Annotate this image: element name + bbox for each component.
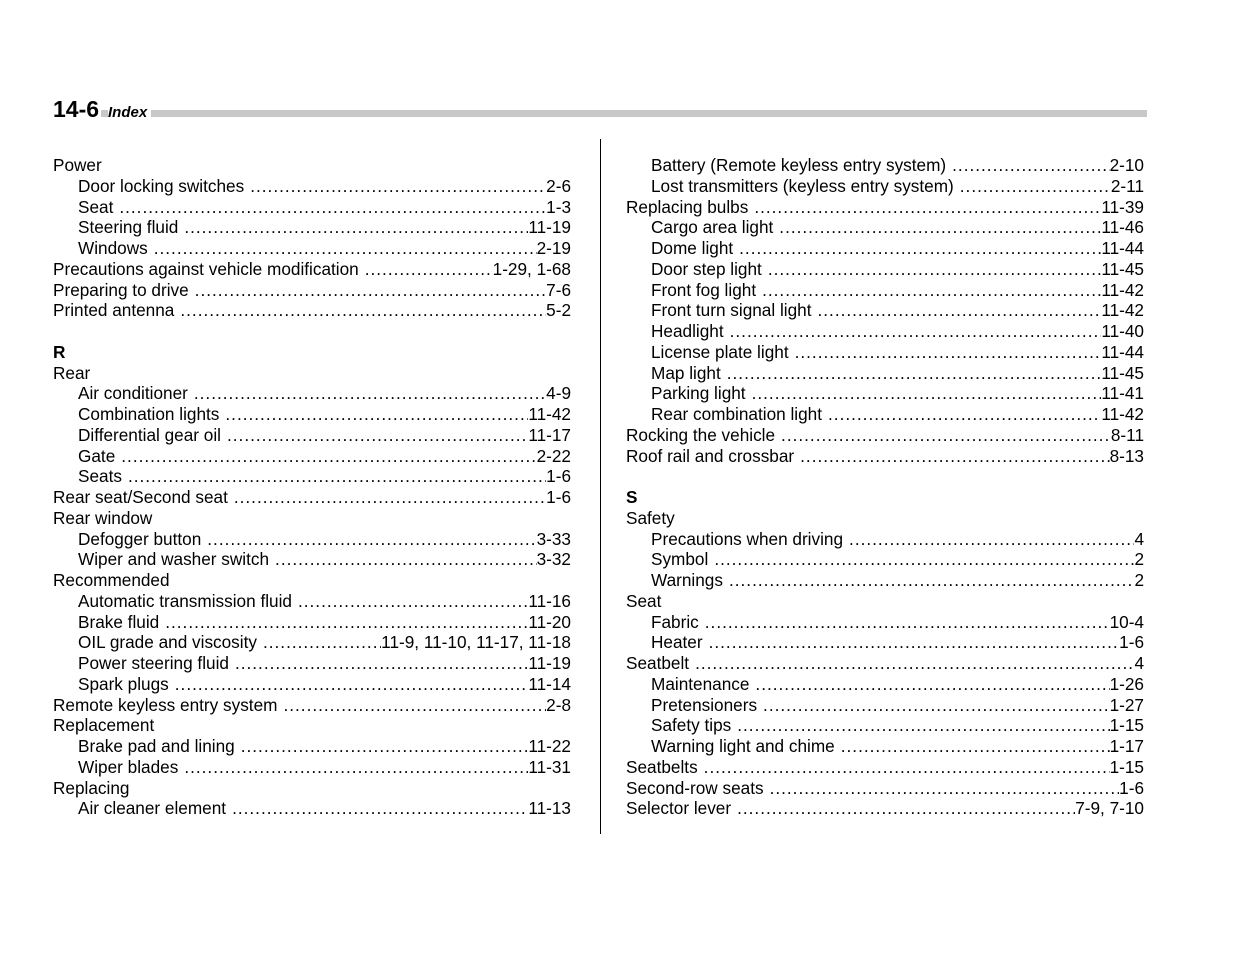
dot-leader bbox=[794, 446, 1109, 467]
dot-leader bbox=[703, 632, 1120, 653]
entry-label: Seats bbox=[78, 466, 122, 487]
index-entry bbox=[626, 798, 1144, 819]
entry-page-ref: 2-19 bbox=[536, 238, 571, 258]
index-entry bbox=[626, 591, 1144, 612]
index-subentry bbox=[53, 757, 571, 778]
entry-label: Remote keyless entry system bbox=[53, 694, 278, 715]
entry-label: Safety tips bbox=[651, 715, 732, 736]
entry-page-ref: 1-6 bbox=[1119, 777, 1144, 798]
index-subentry bbox=[626, 715, 1144, 736]
dot-leader bbox=[277, 695, 546, 716]
index-subentry bbox=[53, 632, 571, 653]
dot-leader bbox=[201, 529, 536, 550]
page-header bbox=[53, 96, 1147, 124]
entry-label: Seat bbox=[626, 590, 662, 611]
entry-page-ref: 1-27 bbox=[1109, 694, 1144, 715]
index-subentry bbox=[53, 529, 571, 550]
entry-label: Door step light bbox=[651, 258, 762, 279]
index-subentry bbox=[53, 446, 571, 467]
entry-label: Rear bbox=[53, 362, 91, 383]
entry-label: Wiper and washer switch bbox=[78, 549, 270, 570]
dot-leader bbox=[292, 591, 528, 612]
entry-label: Precautions when driving bbox=[651, 528, 844, 549]
entry-page-ref: 3-33 bbox=[536, 528, 571, 549]
index-subentry bbox=[626, 612, 1144, 633]
index-subentry bbox=[626, 529, 1144, 550]
entry-page-ref: 2 bbox=[1134, 549, 1144, 570]
dot-leader bbox=[749, 674, 1109, 695]
entry-page-ref: 11-19 bbox=[528, 653, 571, 673]
page-number: 14-6 bbox=[53, 96, 100, 122]
entry-label: Air conditioner bbox=[78, 383, 188, 404]
index-entry bbox=[626, 197, 1144, 218]
entry-label: Combination lights bbox=[78, 404, 220, 424]
entry-label: Front turn signal light bbox=[651, 300, 812, 321]
entry-label: Power bbox=[53, 155, 102, 175]
dot-leader bbox=[689, 653, 1134, 674]
dot-leader bbox=[219, 404, 528, 425]
index-subentry bbox=[626, 549, 1144, 570]
index-subentry bbox=[53, 176, 571, 197]
entry-page-ref: 4-9 bbox=[546, 383, 571, 404]
dot-leader bbox=[822, 404, 1101, 425]
dot-leader bbox=[724, 321, 1102, 342]
dot-leader bbox=[178, 757, 528, 778]
index-entry bbox=[53, 155, 571, 176]
index-subentry bbox=[626, 383, 1144, 404]
index-subentry bbox=[626, 674, 1144, 695]
header-rule bbox=[53, 110, 1147, 117]
entry-page-ref: 2-6 bbox=[546, 175, 571, 196]
dot-leader bbox=[257, 632, 381, 653]
index-entry bbox=[53, 508, 571, 529]
index-subentry bbox=[53, 404, 571, 425]
entry-page-ref: 2-8 bbox=[546, 694, 571, 715]
dot-leader bbox=[731, 715, 1109, 736]
dot-leader bbox=[115, 446, 536, 467]
dot-leader bbox=[169, 674, 529, 695]
dot-leader bbox=[775, 425, 1111, 446]
dot-leader bbox=[764, 778, 1120, 799]
index-entry bbox=[53, 259, 571, 280]
dot-leader bbox=[789, 342, 1102, 363]
entry-page-ref: 11-40 bbox=[1101, 321, 1144, 341]
dot-leader bbox=[812, 300, 1102, 321]
index-subentry bbox=[53, 612, 571, 633]
index-entry bbox=[53, 695, 571, 716]
entry-page-ref: 11-42 bbox=[528, 404, 571, 424]
dot-leader bbox=[723, 570, 1134, 591]
entry-page-ref: 3-32 bbox=[536, 549, 571, 570]
entry-page-ref: 11-19 bbox=[528, 217, 571, 238]
dot-leader bbox=[762, 259, 1101, 280]
index-letter-heading: S bbox=[626, 487, 638, 507]
entry-label: Warning light and chime bbox=[651, 736, 835, 756]
index-subentry bbox=[53, 217, 571, 238]
entry-label: OIL grade and viscosity bbox=[78, 632, 257, 653]
entry-label: Roof rail and crossbar bbox=[626, 445, 795, 466]
entry-page-ref: 7-6 bbox=[546, 279, 571, 300]
entry-label: Door locking switches bbox=[78, 175, 245, 196]
index-subentry bbox=[626, 363, 1144, 384]
index-subentry bbox=[626, 695, 1144, 716]
entry-label: Rocking the vehicle bbox=[626, 424, 776, 445]
dot-leader bbox=[757, 695, 1110, 716]
entry-page-ref: 11-16 bbox=[528, 590, 571, 611]
entry-page-ref: 11-41 bbox=[1101, 383, 1144, 404]
index-subentry bbox=[626, 155, 1144, 176]
entry-label: Preparing to drive bbox=[53, 279, 189, 300]
dot-leader bbox=[229, 653, 528, 674]
index-subentry bbox=[53, 383, 571, 404]
entry-page-ref: 1-6 bbox=[546, 466, 571, 487]
dot-leader bbox=[235, 736, 529, 757]
entry-page-ref: 10-4 bbox=[1109, 611, 1144, 632]
entry-page-ref: 11-20 bbox=[528, 611, 571, 632]
index-subentry bbox=[53, 653, 571, 674]
index-subentry bbox=[53, 674, 571, 695]
entry-page-ref: 11-45 bbox=[1101, 362, 1144, 383]
entry-page-ref: 1-15 bbox=[1109, 715, 1144, 736]
index-entry bbox=[626, 425, 1144, 446]
entry-label: Defogger button bbox=[78, 528, 202, 549]
entry-label: Replacement bbox=[53, 715, 155, 736]
entry-page-ref: 11-44 bbox=[1101, 238, 1144, 258]
entry-label: Dome light bbox=[651, 238, 734, 258]
entry-page-ref: 11-31 bbox=[528, 756, 571, 777]
entry-page-ref: 5-2 bbox=[546, 300, 571, 321]
index-subentry bbox=[626, 736, 1144, 757]
entry-page-ref: 1-29, 1-68 bbox=[492, 258, 571, 279]
entry-page-ref: 2-11 bbox=[1110, 175, 1144, 196]
entry-label: Parking light bbox=[651, 383, 746, 404]
index-subentry bbox=[53, 798, 571, 819]
dot-leader bbox=[699, 612, 1110, 633]
dot-leader bbox=[221, 425, 528, 446]
entry-label: Brake pad and lining bbox=[78, 736, 235, 756]
index-subentry bbox=[53, 549, 571, 570]
index-entry bbox=[626, 508, 1144, 529]
entry-page-ref: 4 bbox=[1134, 653, 1144, 673]
entry-label: Rear window bbox=[53, 507, 153, 528]
index-entry bbox=[53, 778, 571, 799]
entry-page-ref: 8-11 bbox=[1110, 424, 1144, 445]
entry-label: Headlight bbox=[651, 321, 724, 341]
index-entry bbox=[626, 446, 1144, 467]
index-entry bbox=[53, 300, 571, 321]
dot-leader bbox=[359, 259, 493, 280]
dot-leader bbox=[188, 383, 546, 404]
entry-label: Air cleaner element bbox=[78, 798, 227, 819]
entry-page-ref: 1-3 bbox=[546, 196, 571, 217]
dot-leader bbox=[189, 280, 546, 301]
entry-label: Windows bbox=[78, 238, 148, 258]
entry-label: License plate light bbox=[651, 341, 789, 362]
dot-leader bbox=[731, 798, 1075, 819]
entry-label: Differential gear oil bbox=[78, 424, 221, 445]
dot-leader bbox=[178, 217, 528, 238]
index-entry bbox=[53, 280, 571, 301]
dot-leader bbox=[244, 176, 546, 197]
entry-page-ref: 11-42 bbox=[1101, 404, 1144, 424]
entry-label: Brake fluid bbox=[78, 611, 160, 632]
entry-label: Rear combination light bbox=[651, 404, 823, 424]
entry-label: Power steering fluid bbox=[78, 653, 229, 673]
entry-label: Safety bbox=[626, 507, 675, 528]
dot-leader bbox=[174, 300, 546, 321]
entry-page-ref: 11-22 bbox=[528, 736, 571, 756]
dot-leader bbox=[748, 197, 1101, 218]
entry-page-ref: 11-17 bbox=[528, 424, 571, 445]
index-subentry bbox=[626, 404, 1144, 425]
entry-page-ref: 1-6 bbox=[546, 487, 571, 507]
entry-page-ref: 7-9, 7-10 bbox=[1075, 798, 1144, 819]
entry-label: Wiper blades bbox=[78, 756, 179, 777]
index-letter-heading: R bbox=[53, 341, 66, 362]
entry-page-ref: 1-17 bbox=[1109, 736, 1144, 756]
column-divider bbox=[600, 139, 601, 834]
dot-leader bbox=[746, 383, 1102, 404]
index-column-left bbox=[53, 155, 571, 819]
dot-leader bbox=[843, 529, 1134, 550]
entry-label: Second-row seats bbox=[626, 777, 764, 798]
entry-page-ref: 11-9, 11-10, 11-17, 11-18 bbox=[381, 632, 571, 653]
dot-leader bbox=[698, 757, 1110, 778]
entry-label: Map light bbox=[651, 362, 721, 383]
entry-label: Symbol bbox=[651, 549, 709, 570]
entry-page-ref: 2 bbox=[1134, 570, 1144, 590]
index-subentry bbox=[626, 217, 1144, 238]
entry-page-ref: 11-42 bbox=[1101, 300, 1144, 321]
index-subentry bbox=[53, 238, 571, 259]
index-entry bbox=[53, 570, 571, 591]
entry-page-ref: 11-46 bbox=[1101, 217, 1144, 238]
entry-page-ref: 11-44 bbox=[1101, 341, 1144, 362]
dot-leader bbox=[835, 736, 1110, 757]
entry-label: Spark plugs bbox=[78, 673, 169, 694]
entry-label: Heater bbox=[651, 632, 703, 653]
dot-leader bbox=[159, 612, 528, 633]
dot-leader bbox=[148, 238, 537, 259]
entry-page-ref: 4 bbox=[1134, 528, 1144, 549]
entry-label: Seat bbox=[78, 196, 114, 217]
entry-label: Fabric bbox=[651, 611, 699, 632]
dot-leader bbox=[954, 176, 1111, 197]
index-subentry bbox=[53, 197, 571, 218]
entry-label: Battery (Remote keyless entry system) bbox=[651, 155, 947, 175]
index-subentry bbox=[626, 342, 1144, 363]
dot-leader bbox=[708, 549, 1134, 570]
dot-leader bbox=[226, 798, 528, 819]
index-subentry bbox=[626, 176, 1144, 197]
index-subentry bbox=[626, 259, 1144, 280]
entry-page-ref: 2-10 bbox=[1109, 155, 1144, 175]
index-entry bbox=[53, 363, 571, 384]
entry-label: Gate bbox=[78, 445, 116, 466]
entry-page-ref: 11-45 bbox=[1101, 258, 1144, 279]
index-subentry bbox=[626, 300, 1144, 321]
entry-page-ref: 11-13 bbox=[528, 798, 571, 819]
entry-label: Replacing bulbs bbox=[626, 196, 749, 217]
entry-label: Cargo area light bbox=[651, 217, 774, 238]
entry-label: Warnings bbox=[651, 570, 723, 590]
index-subentry bbox=[53, 425, 571, 446]
entry-page-ref: 11-39 bbox=[1101, 196, 1144, 217]
index-entry bbox=[53, 487, 571, 508]
index-entry bbox=[626, 757, 1144, 778]
index-subentry bbox=[626, 632, 1144, 653]
entry-label: Automatic transmission fluid bbox=[78, 590, 292, 611]
entry-label: Seatbelts bbox=[626, 756, 698, 777]
index-subentry bbox=[53, 736, 571, 757]
index-subentry bbox=[53, 466, 571, 487]
entry-page-ref: 11-14 bbox=[528, 673, 571, 694]
dot-leader bbox=[721, 363, 1102, 384]
index-column-right bbox=[626, 155, 1144, 819]
dot-leader bbox=[733, 238, 1101, 259]
entry-label: Lost transmitters (keyless entry system) bbox=[651, 175, 954, 196]
dot-leader bbox=[269, 549, 537, 570]
entry-label: Maintenance bbox=[651, 673, 750, 694]
index-subentry bbox=[626, 280, 1144, 301]
index-subentry bbox=[626, 238, 1144, 259]
entry-label: Front fog light bbox=[651, 279, 757, 300]
entry-page-ref: 1-6 bbox=[1119, 632, 1144, 653]
entry-label: Recommended bbox=[53, 570, 170, 590]
index-subentry bbox=[53, 591, 571, 612]
entry-label: Rear seat/Second seat bbox=[53, 487, 228, 507]
dot-leader bbox=[122, 466, 546, 487]
dot-leader bbox=[946, 155, 1109, 176]
dot-leader bbox=[228, 487, 546, 508]
dot-leader bbox=[756, 280, 1101, 301]
section-title: Index bbox=[108, 104, 151, 121]
dot-leader bbox=[113, 197, 546, 218]
entry-page-ref: 1-15 bbox=[1109, 756, 1144, 777]
entry-label: Precautions against vehicle modification bbox=[53, 258, 359, 279]
entry-label: Printed antenna bbox=[53, 300, 175, 321]
entry-page-ref: 8-13 bbox=[1109, 445, 1144, 466]
entry-label: Selector lever bbox=[626, 798, 732, 819]
entry-label: Pretensioners bbox=[651, 694, 758, 715]
index-entry bbox=[626, 778, 1144, 799]
index-subentry bbox=[626, 321, 1144, 342]
entry-page-ref: 2-22 bbox=[536, 445, 571, 466]
entry-label: Seatbelt bbox=[626, 653, 690, 673]
index-subentry bbox=[626, 570, 1144, 591]
entry-label: Replacing bbox=[53, 777, 130, 798]
index-entry bbox=[53, 715, 571, 736]
entry-page-ref: 1-26 bbox=[1109, 673, 1144, 694]
entry-page-ref: 11-42 bbox=[1101, 279, 1144, 300]
index-entry bbox=[626, 653, 1144, 674]
entry-label: Steering fluid bbox=[78, 217, 179, 238]
dot-leader bbox=[773, 217, 1101, 238]
